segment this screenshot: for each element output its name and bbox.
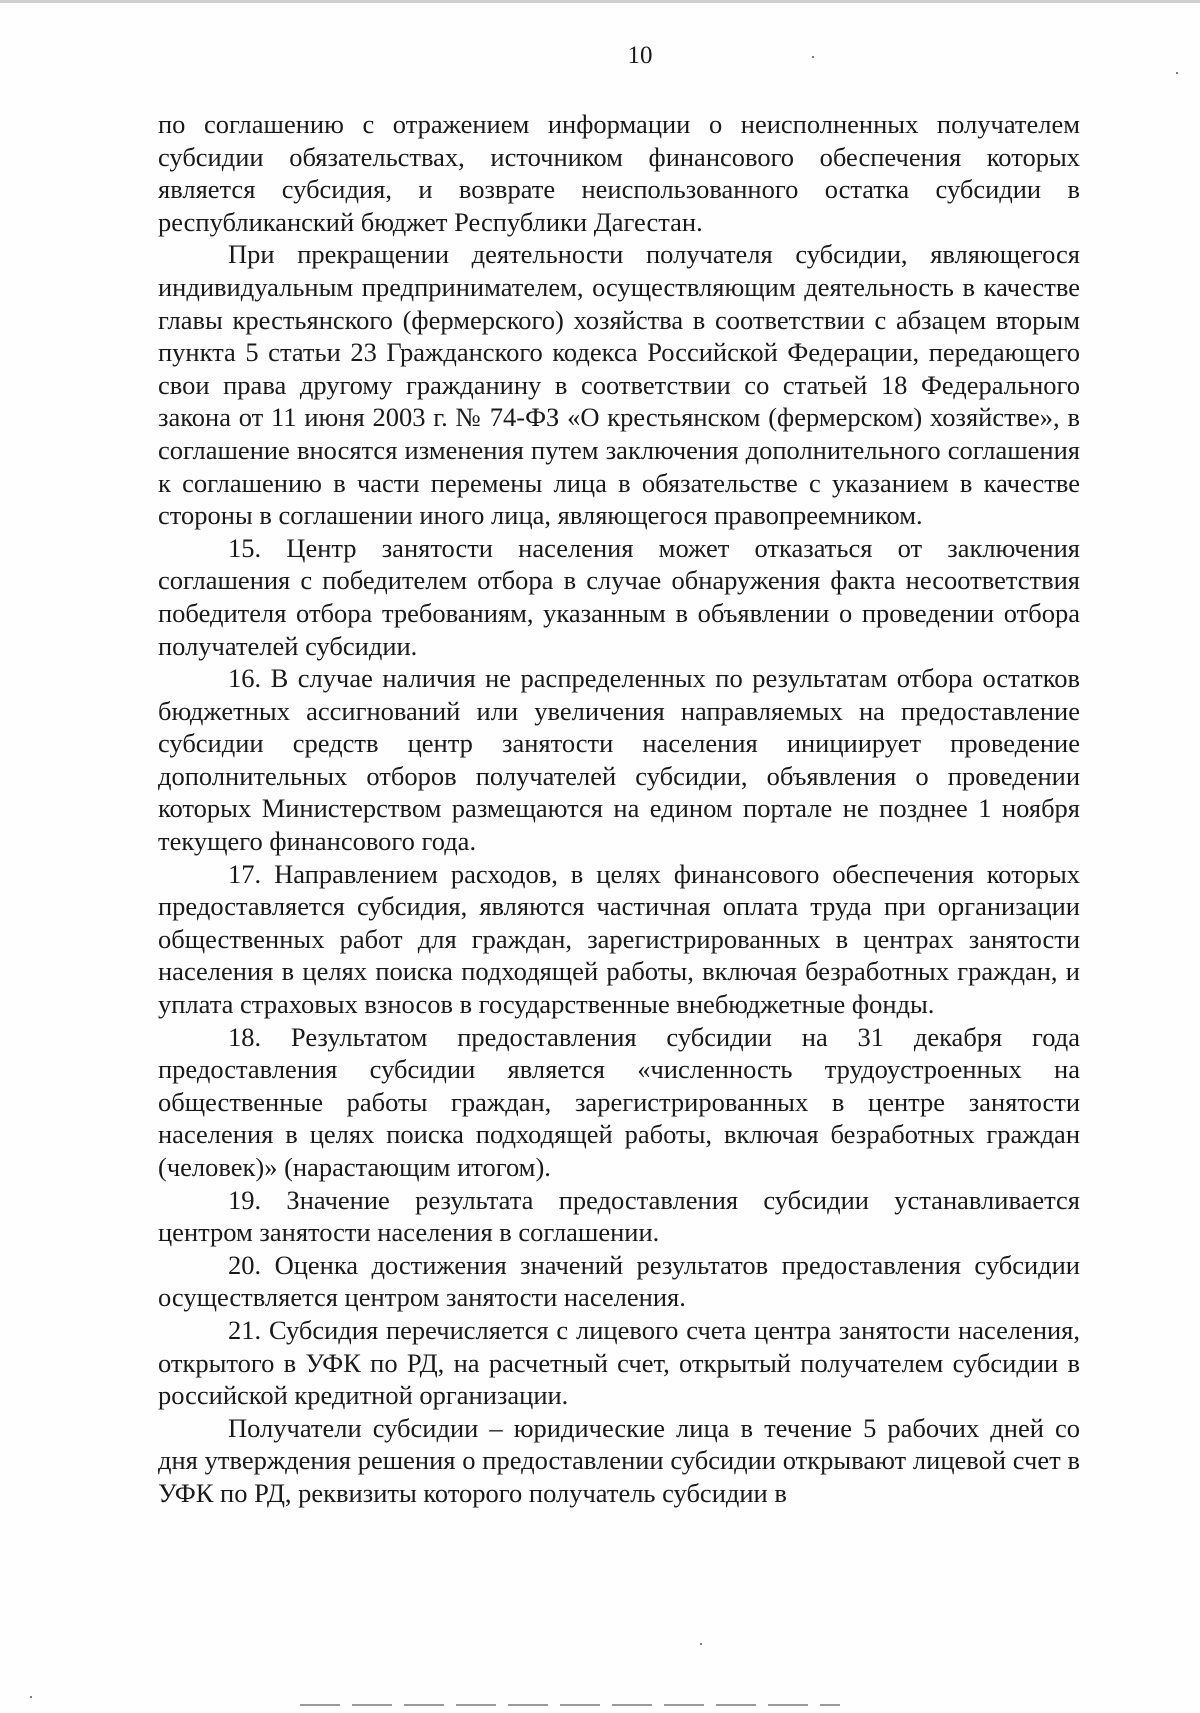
scan-top-edge <box>0 0 1200 3</box>
document-body <box>158 108 1080 1510</box>
paragraph-item-19: 19. Значение результата предоставления субсидии устанавливается центром занятости населения в соглашении. <box>158 1184 1080 1248</box>
paragraph-continuation: по соглашению с отражением информации о неисполненных получателем субсидии обязательствах, источником финансового обеспечения которых является субсидия, и возврате неиспользованного остатка субсидии в республиканский бюджет Республики Дагестан. <box>158 109 1080 237</box>
scan-speck <box>700 1643 702 1645</box>
paragraph-recipients-account: Получатели субсидии – юридические лица в течение 5 рабочих дней со дня утверждения решения о предоставлении субсидии открывают лицевой счет в УФК по РД, реквизиты которого получатель субсидии в <box>158 1412 1080 1508</box>
scan-speck <box>30 1696 32 1698</box>
paragraph-item-21: 21. Субсидия перечисляется с лицевого счета центра занятости населения, открытого в УФК по РД, на расчетный счет, открытый получателем субсидии в российской кредитной организации. <box>158 1314 1080 1411</box>
paragraph-item-16: 16. В случае наличия не распределенных по результатам отбора остатков бюджетных ассигнований или увеличения направляемых на предоставление субсидии средств центр занятости населения инициирует проведение дополнительных отборов получателей субсидии, объявления о проведении которых Министерством размещаются на едином портале не позднее 1 ноября текущего финансового года. <box>158 663 1080 857</box>
paragraph-farm-succession: При прекращении деятельности получателя субсидии, являющегося индивидуальным предпринимателем, осуществляющим деятельность в качестве главы крестьянского (фермерского) хозяйства в соответствии с абзацем вторым пункта 5 статьи 23 Гражданского кодекса Российской Федерации, передающего свои права другому гражданину в соответствии со статьей 18 Федерального закона от 11 июня 2003 г. № 74-ФЗ «О крестьянском (фермерском) хозяйстве», в соглашение вносятся изменения путем заключения дополнительного соглашения к соглашению в части перемены лица в обязательстве с указанием в качестве стороны в соглашении иного лица, являющегося правопреемником. <box>158 239 1080 531</box>
page-number: 10 <box>627 42 653 69</box>
scan-bottom-edge <box>300 1704 840 1706</box>
paragraph-item-20: 20. Оценка достижения значений результатов предоставления субсидии осуществляется центром занятости населения. <box>158 1249 1080 1313</box>
scan-speck <box>1176 72 1178 74</box>
scan-speck <box>812 56 814 58</box>
paragraph-item-15: 15. Центр занятости населения может отказаться от заключения соглашения с победителем отбора в случае обнаружения факта несоответствия победителя отбора требованиям, указанным в объявлении о проведении отбора получателей субсидии. <box>158 532 1080 661</box>
paragraph-item-17: 17. Направлением расходов, в целях финансового обеспечения которых предоставляется субсидия, являются частичная оплата труда при организации общественных работ для граждан, зарегистрированных в центрах занятости населения в целях поиска подходящей работы, включая безработных граждан, и уплата страховых взносов в государственные внебюджетные фонды. <box>158 858 1080 1020</box>
paragraph-item-18: 18. Результатом предоставления субсидии на 31 декабря года предоставления субсидии является «численность трудоустроенных на общественные работы граждан, зарегистрированных в центре занятости населения в целях поиска подходящей работы, включая безработных граждан (человек)» (нарастающим итогом). <box>158 1021 1080 1182</box>
